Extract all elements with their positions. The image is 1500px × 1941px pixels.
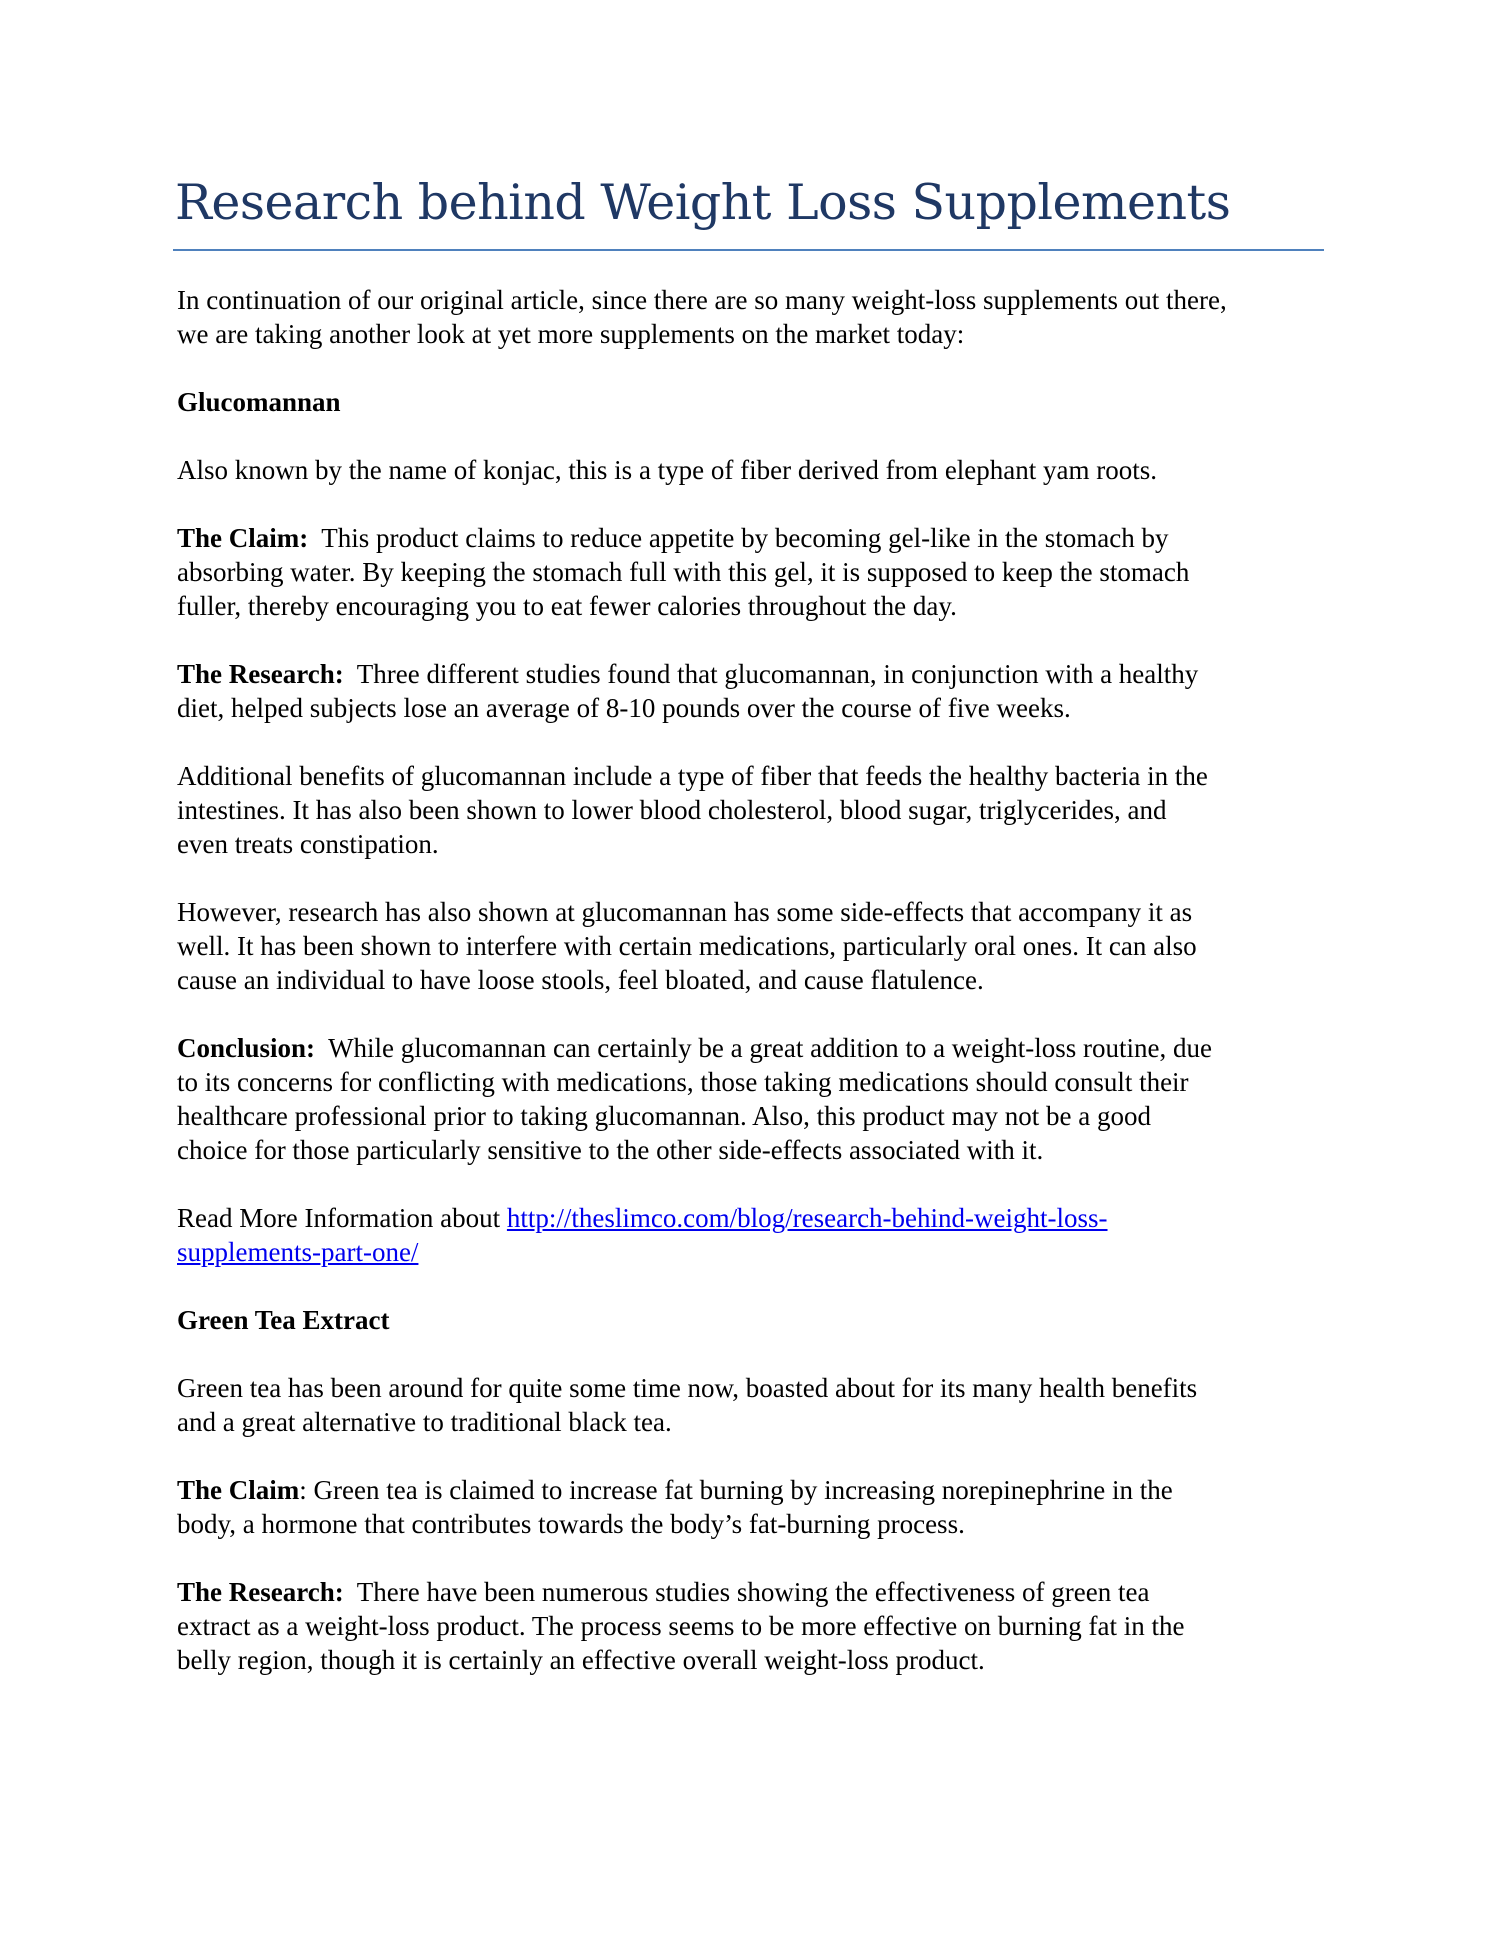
conclusion-line-1: While glucomannan can certainly be a great addition to a weight-loss routine, due — [328, 1033, 1213, 1063]
conclusion-label: Conclusion: — [177, 1033, 316, 1063]
intro-line-1: In continuation of our original article, since there are so many weight-loss supplements out there, — [177, 285, 1227, 315]
green-tea-claim-line-2: body, a hormone that contributes towards the body’s fat-burning process. — [177, 1509, 965, 1539]
green-tea-claim-label: The Claim — [177, 1475, 300, 1505]
green-tea-description-line-1: Green tea has been around for quite some time now, boasted about for its many health benefits — [177, 1373, 1198, 1403]
claim-line-2: absorbing water. By keeping the stomach full with this gel, it is supposed to keep the stomach — [177, 557, 1190, 587]
benefits-line-2: intestines. It has also been shown to lower blood cholesterol, blood sugar, triglycerides, and — [177, 795, 1167, 825]
green-tea-research-line-2: extract as a weight-loss product. The process seems to be more effective on burning fat in the — [177, 1611, 1185, 1641]
side-effects-line-2: well. It has been shown to interfere with certain medications, particularly oral ones. It can also — [177, 931, 1197, 961]
section-heading-green-tea: Green Tea Extract — [177, 1305, 390, 1335]
read-more-prefix: Read More Information about — [177, 1203, 501, 1233]
green-tea-claim-paragraph — [177, 1473, 1347, 1541]
claim-line-1: This product claims to reduce appetite by becoming gel-like in the stomach by — [321, 523, 1169, 553]
glucomannan-conclusion-paragraph — [177, 1031, 1347, 1167]
conclusion-line-4: choice for those particularly sensitive to the other side-effects associated with it. — [177, 1135, 1044, 1165]
read-more-link-line-1[interactable]: http://theslimco.com/blog/research-behind-weight-loss- — [506, 1203, 1108, 1233]
side-effects-line-1: However, research has also shown at glucomannan has some side-effects that accompany it as — [177, 897, 1193, 927]
glucomannan-benefits-paragraph — [177, 759, 1347, 861]
green-tea-research-paragraph — [177, 1575, 1347, 1677]
glucomannan-research-paragraph — [177, 657, 1347, 725]
claim-label: The Claim: — [177, 523, 309, 553]
research-line-2: diet, helped subjects lose an average of 8-10 pounds over the course of five weeks. — [177, 693, 1071, 723]
green-tea-description-line-2: and a great alternative to traditional black tea. — [177, 1407, 672, 1437]
benefits-line-3: even treats constipation. — [177, 829, 439, 859]
section-heading-glucomannan: Glucomannan — [177, 387, 341, 417]
conclusion-line-2: to its concerns for conflicting with medications, those taking medications should consult their — [177, 1067, 1189, 1097]
green-tea-research-line-3: belly region, though it is certainly an effective overall weight-loss product. — [177, 1645, 985, 1675]
green-tea-research-label: The Research: — [177, 1577, 344, 1607]
green-tea-claim-line-1: : Green tea is claimed to increase fat burning by increasing norepinephrine in the — [299, 1475, 1173, 1505]
glucomannan-claim-paragraph — [177, 521, 1347, 623]
green-tea-research-line-1: There have been numerous studies showing the effectiveness of green tea — [356, 1577, 1150, 1607]
intro-line-2: we are taking another look at yet more supplements on the market today: — [177, 319, 965, 349]
title-underline — [173, 249, 1324, 251]
side-effects-line-3: cause an individual to have loose stools, feel bloated, and cause flatulence. — [177, 965, 984, 995]
read-more-paragraph — [177, 1201, 1347, 1269]
research-label: The Research: — [177, 659, 344, 689]
article-body — [177, 283, 1347, 1711]
read-more-link-line-2[interactable]: supplements-part-one/ — [177, 1237, 419, 1267]
research-line-1: Three different studies found that glucomannan, in conjunction with a healthy — [356, 659, 1199, 689]
green-tea-description — [177, 1371, 1347, 1439]
page-title: Research behind Weight Loss Supplements — [175, 174, 1231, 231]
benefits-line-1: Additional benefits of glucomannan include a type of fiber that feeds the healthy bacteria in the — [177, 761, 1208, 791]
conclusion-line-3: healthcare professional prior to taking glucomannan. Also, this product may not be a good — [177, 1101, 1152, 1131]
claim-line-3: fuller, thereby encouraging you to eat fewer calories throughout the day. — [177, 591, 957, 621]
glucomannan-description: Also known by the name of konjac, this is a type of fiber derived from elephant yam roots. — [177, 455, 1158, 485]
intro-paragraph — [177, 283, 1347, 351]
glucomannan-side-effects-paragraph — [177, 895, 1347, 997]
